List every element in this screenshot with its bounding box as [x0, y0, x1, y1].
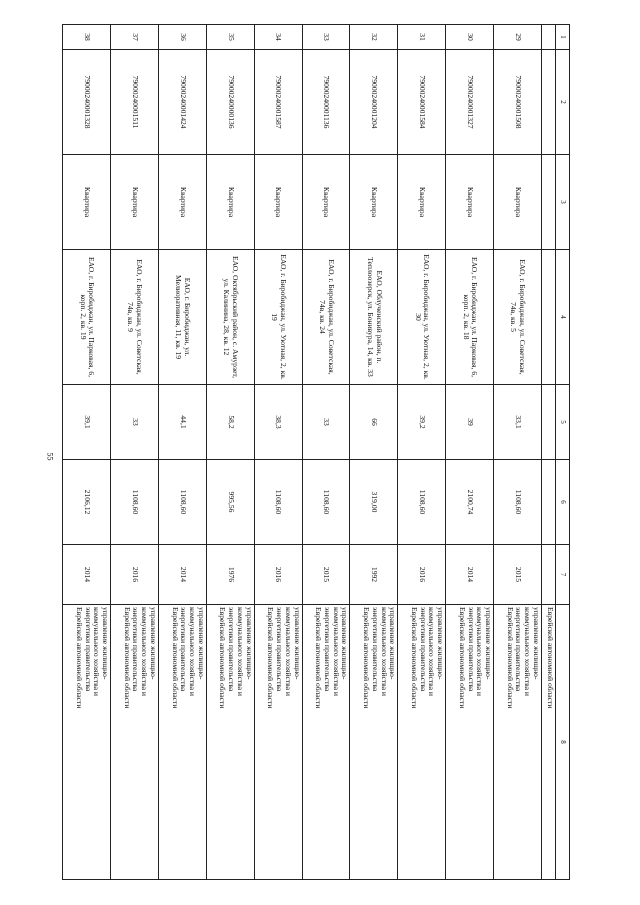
owner-line: энергетики правительства — [370, 607, 380, 692]
cell-owner — [111, 605, 159, 880]
cell-owner — [302, 605, 350, 880]
owner-line: коммунального хозяйства и — [188, 607, 198, 696]
cell-addr: ЕАО, г. Биробиджан, ул. Советская, 74в, кв. 5 — [494, 250, 542, 385]
cell-num — [541, 25, 556, 50]
owner-line: управление жилищно- — [244, 607, 254, 680]
owner-line: управление жилищно- — [101, 607, 111, 680]
cell-addr: ЕАО, г. Биробиджан, ул. Мелиоративная, 11, кв. 19 — [158, 250, 206, 385]
cell-year: 2014 — [158, 545, 206, 605]
cell-cost: 1108,60 — [158, 460, 206, 545]
cell-addr: ЕАО, г. Биробиджан, ул. Уютная, 2, кв. 19 — [254, 250, 302, 385]
owner-line: коммунального хозяйства и — [523, 607, 533, 696]
cell-owner — [350, 605, 398, 880]
cell-year: 1976 — [206, 545, 254, 605]
table-row — [302, 25, 350, 880]
cell-num: 32 — [350, 25, 398, 50]
owner-line: Еврейской автономной области — [74, 607, 84, 709]
cell-num: 30 — [446, 25, 494, 50]
header-cell: 6 — [556, 460, 570, 545]
cell-type: Квартира — [446, 155, 494, 250]
cell-year: 2016 — [111, 545, 159, 605]
owner-line: Еврейской автономной области — [546, 607, 556, 709]
cell-type: Квартира — [302, 155, 350, 250]
cell-area: 33,1 — [494, 385, 542, 460]
cell-addr: ЕАО, Облученский район, п. Теплоозерск, ул. Бонивура, 14, кв. 33 — [350, 250, 398, 385]
cell-type: Квартира — [158, 155, 206, 250]
owner-line: энергетики правительства — [466, 607, 476, 692]
owner-line: Еврейской автономной области — [314, 607, 324, 709]
cell-cost: 1108,60 — [302, 460, 350, 545]
cell-area: 66 — [350, 385, 398, 460]
table-row — [494, 25, 542, 880]
cell-cost: 319,00 — [350, 460, 398, 545]
owner-line: управление жилищно- — [292, 607, 302, 680]
cell-owner — [494, 605, 542, 880]
cell-addr: ЕАО, г. Биробиджан, ул. Парковая, 6, корп. 2, кв. 18 — [446, 250, 494, 385]
owner-line: Еврейской автономной области — [362, 607, 372, 709]
owner-line: Еврейской автономной области — [218, 607, 228, 709]
cell-cost: 2100,74 — [446, 460, 494, 545]
owner-line: Еврейской автономной области — [122, 607, 132, 709]
cell-area: 58,2 — [206, 385, 254, 460]
cell-area: 44,1 — [158, 385, 206, 460]
owner-line: коммунального хозяйства и — [140, 607, 150, 696]
cell-year: 2016 — [254, 545, 302, 605]
cell-cad: 79000240001584 — [398, 50, 446, 155]
cell-addr: ЕАО, г. Биробиджан, ул. Уютная, 2, кв. 30 — [398, 250, 446, 385]
cell-cad — [541, 50, 556, 155]
owner-line: коммунального хозяйства и — [331, 607, 341, 696]
cell-type — [541, 155, 556, 250]
owner-line: Еврейской автономной области — [457, 607, 467, 709]
owner-line: коммунального хозяйства и — [475, 607, 485, 696]
cell-owner — [254, 605, 302, 880]
header-cell: 1 — [556, 25, 570, 50]
cell-cost: 1108,60 — [398, 460, 446, 545]
cell-num: 33 — [302, 25, 350, 50]
page-number: 55 — [45, 452, 55, 461]
cell-cad: 79000240001327 — [446, 50, 494, 155]
cell-type: Квартира — [254, 155, 302, 250]
cell-type: Квартира — [350, 155, 398, 250]
cell-area: 33 — [111, 385, 159, 460]
cell-cad: 79000240000136 — [206, 50, 254, 155]
owner-line: Еврейской автономной области — [170, 607, 180, 709]
owner-line: Еврейской автономной области — [266, 607, 276, 709]
table-row — [254, 25, 302, 880]
rotated-page — [62, 24, 570, 879]
cell-addr — [541, 250, 556, 385]
cell-cost: 1108,60 — [494, 460, 542, 545]
cell-num: 29 — [494, 25, 542, 50]
cell-year: 2015 — [302, 545, 350, 605]
owner-line: управление жилищно- — [436, 607, 446, 680]
owner-line: Еврейской автономной области — [505, 607, 515, 709]
cell-area: 39,2 — [398, 385, 446, 460]
cell-owner — [541, 605, 556, 880]
cell-area: 38,3 — [254, 385, 302, 460]
header-cell: 3 — [556, 155, 570, 250]
cell-owner — [206, 605, 254, 880]
cell-addr: ЕАО, г. Биробиджан, ул. Парковая, 6, корп. 2, кв. 19 — [63, 250, 111, 385]
cell-type: Квартира — [111, 155, 159, 250]
cell-year — [541, 545, 556, 605]
header-cell: 7 — [556, 545, 570, 605]
header-cell: 5 — [556, 385, 570, 460]
owner-line: управление жилищно- — [340, 607, 350, 680]
header-cell: 4 — [556, 250, 570, 385]
cell-type: Квартира — [398, 155, 446, 250]
cell-addr: ЕАО, г. Биробиджан, ул. Советская, 74в, кв. 24 — [302, 250, 350, 385]
owner-line: энергетики правительства — [131, 607, 141, 692]
table-row — [446, 25, 494, 880]
cell-year: 1992 — [350, 545, 398, 605]
cell-num: 35 — [206, 25, 254, 50]
table-row — [111, 25, 159, 880]
table-row — [398, 25, 446, 880]
owner-line: управление жилищно- — [484, 607, 494, 680]
cell-owner — [398, 605, 446, 880]
owner-line: энергетики правительства — [227, 607, 237, 692]
cell-cad: 79000240001587 — [254, 50, 302, 155]
owner-line: коммунального хозяйства и — [92, 607, 102, 696]
table-row-continuation — [541, 25, 556, 880]
owner-line: энергетики правительства — [275, 607, 285, 692]
table-row — [63, 25, 111, 880]
owner-line: коммунального хозяйства и — [427, 607, 437, 696]
cell-year: 2014 — [446, 545, 494, 605]
cell-num: 37 — [111, 25, 159, 50]
cell-area: 33 — [302, 385, 350, 460]
owner-line: коммунального хозяйства и — [283, 607, 293, 696]
table-row — [206, 25, 254, 880]
owner-line: коммунального хозяйства и — [379, 607, 389, 696]
cell-area — [541, 385, 556, 460]
owner-line: энергетики правительства — [179, 607, 189, 692]
cell-addr: ЕАО, г. Биробиджан, ул. Советская, 74в, кв. 9 — [111, 250, 159, 385]
cell-owner — [446, 605, 494, 880]
cell-num: 38 — [63, 25, 111, 50]
owner-line: управление жилищно- — [196, 607, 206, 680]
owner-line: коммунального хозяйства и — [235, 607, 245, 696]
cell-cost: 1108,60 — [254, 460, 302, 545]
cell-cost: 995,56 — [206, 460, 254, 545]
owner-line: управление жилищно- — [148, 607, 158, 680]
cell-num: 36 — [158, 25, 206, 50]
cell-owner — [158, 605, 206, 880]
cell-year: 2015 — [494, 545, 542, 605]
owner-line: энергетики правительства — [83, 607, 93, 692]
owner-line: Еврейской автономной области — [410, 607, 419, 709]
cell-type: Квартира — [63, 155, 111, 250]
cell-cad: 79000240001508 — [494, 50, 542, 155]
cell-addr: ЕАО, Октябрьский район, с. Амурзет, ул. Калинина, 28, кв. 12 — [206, 250, 254, 385]
owner-line: управление жилищно- — [531, 607, 541, 680]
cell-area: 39 — [446, 385, 494, 460]
cell-num: 31 — [398, 25, 446, 50]
cell-cost: 1108,60 — [111, 460, 159, 545]
table-row — [350, 25, 398, 880]
cell-type: Квартира — [206, 155, 254, 250]
cell-owner — [63, 605, 111, 880]
header-row — [556, 25, 570, 880]
owner-line: управление жилищно- — [388, 607, 398, 680]
cell-cad: 79000240001424 — [158, 50, 206, 155]
table-row — [158, 25, 206, 880]
cell-cad: 79000240001136 — [302, 50, 350, 155]
owner-line: энергетики правительства — [322, 607, 332, 692]
owner-line: энергетики правительства — [514, 607, 524, 692]
cell-cad: 79000240001328 — [63, 50, 111, 155]
cell-type: Квартира — [494, 155, 542, 250]
cell-num: 34 — [254, 25, 302, 50]
header-cell: 2 — [556, 50, 570, 155]
cell-area: 39,1 — [63, 385, 111, 460]
header-cell: 8 — [556, 605, 570, 880]
property-table — [62, 24, 570, 880]
cell-year: 2014 — [63, 545, 111, 605]
cell-cad: 79000240001204 — [350, 50, 398, 155]
cell-cad: 79000240001511 — [111, 50, 159, 155]
cell-cost — [541, 460, 556, 545]
owner-line: энергетики правительства — [418, 607, 428, 692]
cell-year: 2016 — [398, 545, 446, 605]
cell-cost: 2106,12 — [63, 460, 111, 545]
